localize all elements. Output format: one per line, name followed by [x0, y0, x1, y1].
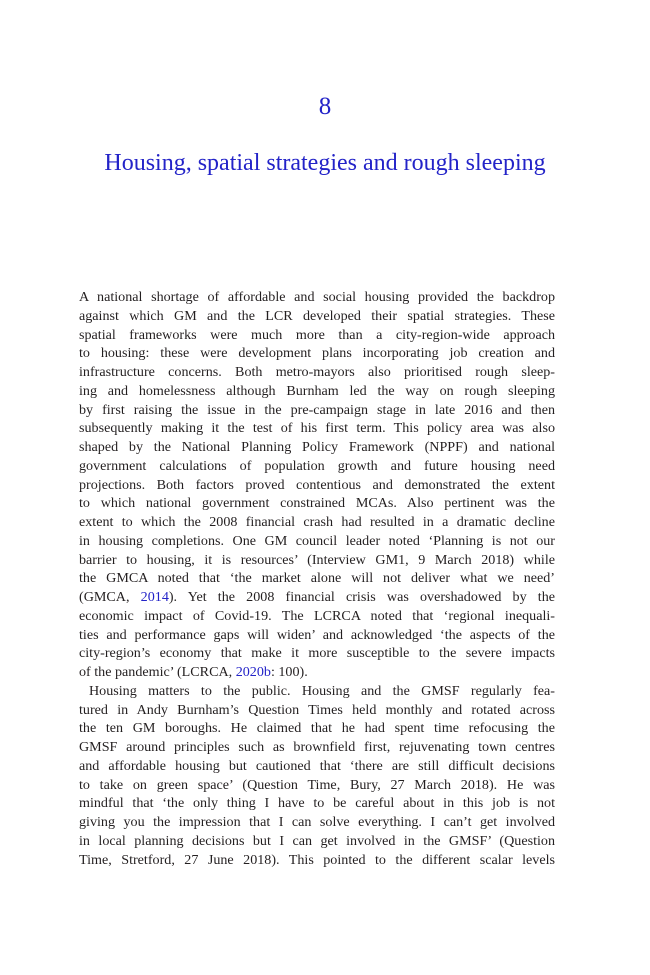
text-line: government calculations of population growth and future housing need — [79, 457, 555, 474]
text-line: projections. Both factors proved contentious and demonstrated the extent — [79, 476, 555, 493]
text-line: in housing completions. One GM council leader noted ‘Planning is not our — [79, 532, 555, 549]
text-line: to which national government constrained MCAs. Also pertinent was the — [79, 495, 555, 512]
text-line: shaped by the National Planning Policy Framework (NPPF) and national — [79, 439, 555, 455]
text-line: to take on green space’ (Question Time, Bury, 27 March 2018). He was — [79, 776, 555, 793]
text-line: extent to which the 2008 financial crash had resulted in a dramatic decline — [79, 514, 555, 530]
text-line: Housing matters to the public. Housing and the GMSF regularly fea- — [89, 682, 555, 699]
text-line: the ten GM boroughs. He claimed that he had spent time refocusing the — [79, 720, 555, 737]
body-text — [79, 288, 555, 869]
citation-prefix: (GMCA, — [79, 589, 141, 605]
text-line: GMSF around principles such as brownfield first, rejuvenating town centres — [79, 739, 555, 755]
text-line: by first raising the issue in the pre-campaign stage in late 2016 and then — [79, 401, 555, 418]
text-line: Time, Stretford, 27 June 2018). This pointed to the different scalar levels — [79, 851, 555, 868]
text-line: subsequently making it the test of his first term. This policy area was also — [79, 420, 555, 437]
citation-link-lcrca-2020b[interactable]: 2020b — [235, 664, 271, 680]
chapter-title: Housing, spatial strategies and rough sleeping — [104, 150, 546, 176]
paragraph-2 — [79, 682, 555, 870]
text-line: and affordable housing but cautioned that ‘there are still difficult decisions — [79, 757, 555, 774]
citation-prefix: of the pandemic’ (LCRCA, — [79, 664, 236, 680]
citation-suffix: : 100). — [270, 664, 308, 680]
text-line: infrastructure concerns. Both metro-mayors also prioritised rough sleep- — [79, 364, 555, 380]
text-line: the GMCA noted that ‘the market alone will not deliver what we need’ — [79, 570, 555, 587]
text-line: giving you the impression that I can solve everything. I can’t get involved — [79, 814, 555, 830]
text-line-with-citation — [79, 588, 555, 607]
text-line: ing and homelessness although Burnham led the way on rough sleeping — [79, 382, 555, 399]
text-line: barrier to housing, it is resources’ (Interview GM1, 9 March 2018) while — [79, 551, 555, 568]
text-line: economic impact of Covid-19. The LCRCA noted that ‘regional inequali- — [79, 607, 555, 624]
text-line: against which GM and the LCR developed their spatial strategies. These — [79, 307, 555, 324]
text-line: ties and performance gaps will widen’ and acknowledged ‘the aspects of the — [79, 626, 555, 643]
text-line: to housing: these were development plans incorporating job creation and — [79, 345, 555, 362]
citation-suffix: ). Yet the 2008 financial crisis was overshadowed by the — [168, 589, 556, 605]
text-line: tured in Andy Burnham’s Question Times held monthly and rotated across — [79, 701, 555, 718]
citation-link-gmca-2014[interactable]: 2014 — [140, 589, 169, 605]
text-line-with-citation — [79, 663, 555, 682]
text-line: mindful that ‘the only thing I have to be careful about in this job is not — [79, 795, 555, 812]
text-line: spatial frameworks were much more than a city-region-wide approach — [79, 326, 555, 343]
chapter-number: 8 — [318, 93, 332, 120]
text-line: A national shortage of affordable and social housing provided the backdrop — [79, 289, 555, 305]
text-line: in local planning decisions but I can get involved in the GMSF’ (Question — [79, 832, 555, 849]
paragraph-1 — [79, 288, 555, 682]
text-line: city-region’s economy that make it more susceptible to the severe impacts — [79, 645, 555, 662]
